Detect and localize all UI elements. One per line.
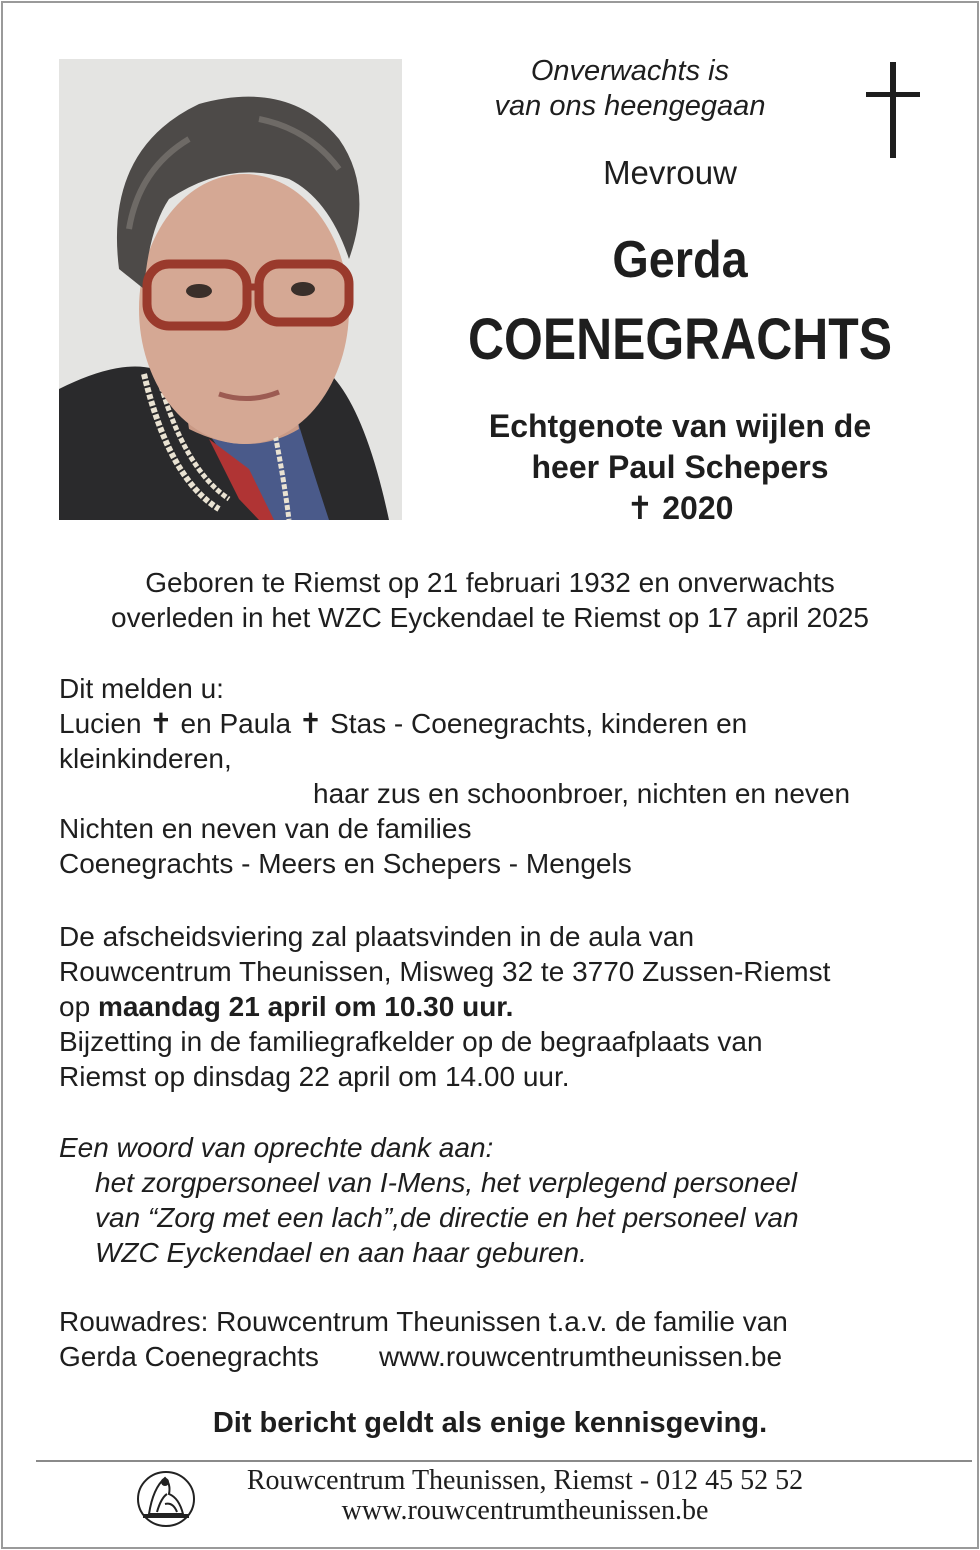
cross-mark: ✝: [298, 708, 323, 739]
burial-line: Bijzetting in de familiegrafkelder op de begraafplaats van: [59, 1026, 763, 1057]
birth-line: Geboren te Riemst op 21 februari 1932 en onverwachts: [145, 567, 835, 598]
funeral-home-footer: [200, 1466, 850, 1526]
ceremony-date: maandag 21 april om 10.30 uur.: [97, 991, 514, 1022]
intro-text: [440, 54, 820, 124]
families-line: Coenegrachts - Meers en Schepers - Mengels: [59, 848, 632, 879]
spouse-line: Echtgenote van wijlen de: [488, 408, 872, 444]
thanks-lead: Een woord van oprechte dank aan:: [59, 1132, 494, 1163]
address-line: Rouwadres: Rouwcentrum Theunissen t.a.v. de familie van: [59, 1306, 788, 1337]
death-line: overleden in het WZC Eyckendael te Riemst op 17 april 2025: [111, 602, 869, 633]
families-line: Nichten en neven van de families: [59, 813, 472, 844]
footer-divider: [36, 1460, 972, 1462]
children-line: [59, 706, 939, 741]
portrait-photo: [59, 59, 402, 520]
address-name: Gerda Coenegrachts: [59, 1341, 319, 1372]
family-text: Stas - Coenegrachts, kinderen en: [322, 708, 748, 739]
cross-mark: ✝: [149, 708, 173, 739]
salutation: Mevrouw: [603, 154, 737, 191]
siblings-line: haar zus en schoonbroer, nichten en neven: [313, 778, 851, 809]
thanks-line: WZC Eyckendael en aan haar geburen.: [95, 1237, 587, 1268]
ceremony-line: Rouwcentrum Theunissen, Misweg 32 te 3770 Zussen-Riemst: [59, 956, 831, 987]
closing-notice: Dit bericht geldt als enige kennisgeving.: [212, 1407, 768, 1439]
funeral-home-website-link[interactable]: www.rouwcentrumtheunissen.be: [341, 1495, 709, 1526]
thanks-section: [59, 1130, 939, 1270]
cross-icon: [864, 62, 922, 158]
ceremony-info: [59, 919, 939, 1094]
announcement-lead: Dit melden u:: [59, 673, 224, 704]
child-name: Lucien: [59, 708, 150, 739]
thanks-line: het zorgpersoneel van I-Mens, het verplegend personeel: [95, 1167, 797, 1198]
ceremony-line: De afscheidsviering zal plaatsvinden in de aula van: [59, 921, 695, 952]
ceremony-date-line: [59, 989, 939, 1024]
child-name: en Paula: [172, 708, 299, 739]
announcement: [59, 671, 939, 881]
ceremony-prefix: op: [59, 991, 98, 1022]
grandchildren-line: kleinkinderen,: [59, 743, 232, 774]
spouse-death-year: ✝ 2020: [626, 490, 734, 526]
address-website-link[interactable]: www.rouwcentrumtheunissen.be: [378, 1341, 783, 1372]
deceased-first-name: Gerda: [612, 231, 748, 289]
address-line: [59, 1339, 939, 1374]
birth-death-info: [40, 565, 940, 635]
burial-line: Riemst op dinsdag 22 april om 14.00 uur.: [59, 1061, 570, 1092]
mourning-address: [59, 1304, 939, 1374]
spouse-info: [420, 406, 940, 529]
funeral-home-contact: Rouwcentrum Theunissen, Riemst - 012 45 52 52: [246, 1465, 804, 1496]
rouwcentrum-logo-icon: [135, 1468, 197, 1528]
intro-line: van ons heengegaan: [494, 90, 766, 122]
spouse-line: heer Paul Schepers: [531, 449, 829, 485]
thanks-line: van “Zorg met een lach”,de directie en het personeel van: [95, 1202, 799, 1233]
intro-line: Onverwachts is: [530, 55, 730, 87]
deceased-last-name: COENEGRACHTS: [467, 307, 893, 372]
